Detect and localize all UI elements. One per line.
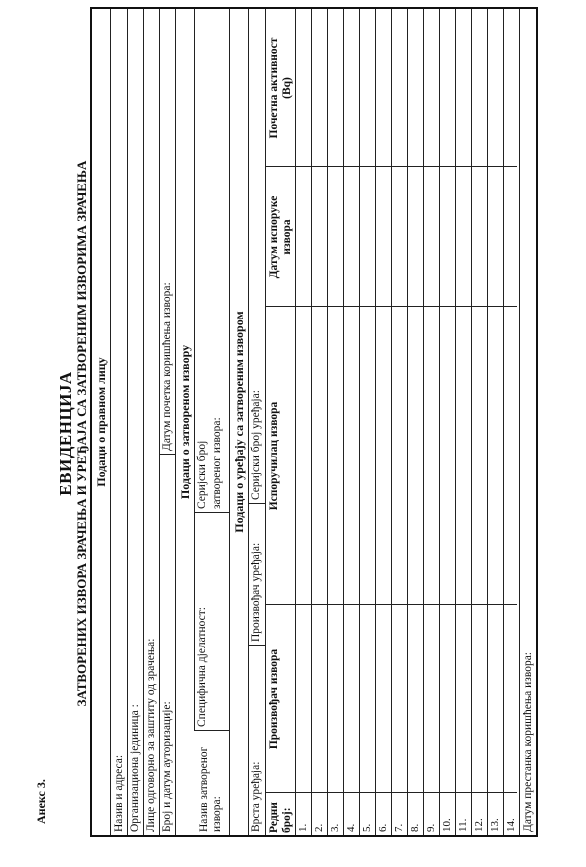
- specific-activity-label: Специфична дјелатност:: [196, 607, 208, 727]
- row-number: 13.: [489, 818, 501, 832]
- authorization-label: Број и датум ауторизације:: [161, 701, 173, 832]
- source-name-label-1: Назив затвореног: [198, 746, 210, 832]
- column-header-supplier: Испоручилац извора: [268, 401, 280, 511]
- legal-entity-section-title: Подаци о правном лицу: [94, 357, 108, 487]
- divider-vertical: [248, 645, 265, 646]
- form-frame: [90, 7, 538, 837]
- row-number: 10.: [441, 818, 453, 832]
- document-subtitle: ЗАТВОРЕНИХ ИЗВОРА ЗРАЧЕЊА И УРЕЂАЈА СА ЗАТВОРЕНИМ ИЗВОРИМА ЗРАЧЕЊА: [74, 160, 89, 707]
- column-header-initial-activity: Почетна активност (Bq): [268, 37, 293, 139]
- name-address-label: Назив и адреса:: [113, 754, 125, 832]
- divider: [110, 9, 111, 835]
- row-number: 2.: [313, 823, 325, 832]
- divider: [407, 9, 408, 835]
- usage-end-label: Датум престанка коришћења извора:: [522, 651, 534, 832]
- divider: [265, 9, 266, 835]
- row-number: 4.: [345, 823, 357, 832]
- divider: [311, 9, 312, 835]
- divider: [248, 9, 249, 835]
- divider-vertical: [248, 503, 265, 504]
- row-number: 12.: [473, 818, 485, 832]
- divider: [455, 9, 456, 835]
- org-unit-label: Организациона јединица :: [129, 704, 141, 832]
- divider: [343, 9, 344, 835]
- serial-number-label-2: затвореног извора:: [211, 417, 223, 509]
- usage-start-label: Датум почетка коришћења извора:: [161, 282, 173, 451]
- divider: [423, 9, 424, 835]
- divider: [327, 9, 328, 835]
- divider: [127, 9, 128, 835]
- divider-vertical: [159, 454, 175, 455]
- row-number: 1.: [297, 823, 309, 832]
- row-number: 6.: [377, 823, 389, 832]
- device-serial-label: Серијски број уређаја:: [250, 390, 262, 500]
- divider: [439, 9, 440, 835]
- divider: [487, 9, 488, 835]
- divider: [143, 9, 144, 835]
- column-header-delivery-date: Датум испоруке извора: [268, 195, 293, 279]
- responsible-person-label: Лице одговорно за заштиту од зрачења:: [145, 638, 157, 832]
- row-number: 9.: [425, 823, 437, 832]
- source-name-label-2: извора:: [211, 796, 223, 832]
- row-number: 7.: [393, 823, 405, 832]
- document-title: ЕВИДЕНЦИЈА: [56, 371, 75, 496]
- device-section-title: Подаци о уређају са затвореним извором: [232, 311, 246, 533]
- row-number: 11.: [457, 818, 469, 832]
- row-number: 14.: [505, 818, 517, 832]
- divider-vertical: [194, 730, 229, 731]
- column-header-source-manufacturer: Произвођач извора: [268, 648, 280, 750]
- row-number: 5.: [361, 823, 373, 832]
- divider: [359, 9, 360, 835]
- column-header-index: Редни број:: [268, 802, 293, 833]
- row-number: 3.: [329, 823, 341, 832]
- divider: [375, 9, 376, 835]
- divider: [519, 9, 520, 835]
- divider: [194, 9, 195, 731]
- divider: [159, 9, 160, 835]
- annex-label: Анекс 3.: [34, 779, 48, 824]
- divider-vertical: [194, 512, 229, 513]
- divider: [229, 9, 230, 835]
- serial-number-label-1: Серијски број: [196, 440, 208, 509]
- closed-source-section-title: Подаци о затвореном извору: [178, 344, 192, 500]
- divider: [175, 9, 176, 835]
- device-manufacturer-label: Произвођач уређаја:: [250, 542, 262, 642]
- divider: [503, 9, 504, 835]
- divider: [295, 9, 296, 835]
- device-type-label: Врста уређаја:: [250, 761, 262, 832]
- row-number: 8.: [409, 823, 421, 832]
- divider: [391, 9, 392, 835]
- divider: [471, 9, 472, 835]
